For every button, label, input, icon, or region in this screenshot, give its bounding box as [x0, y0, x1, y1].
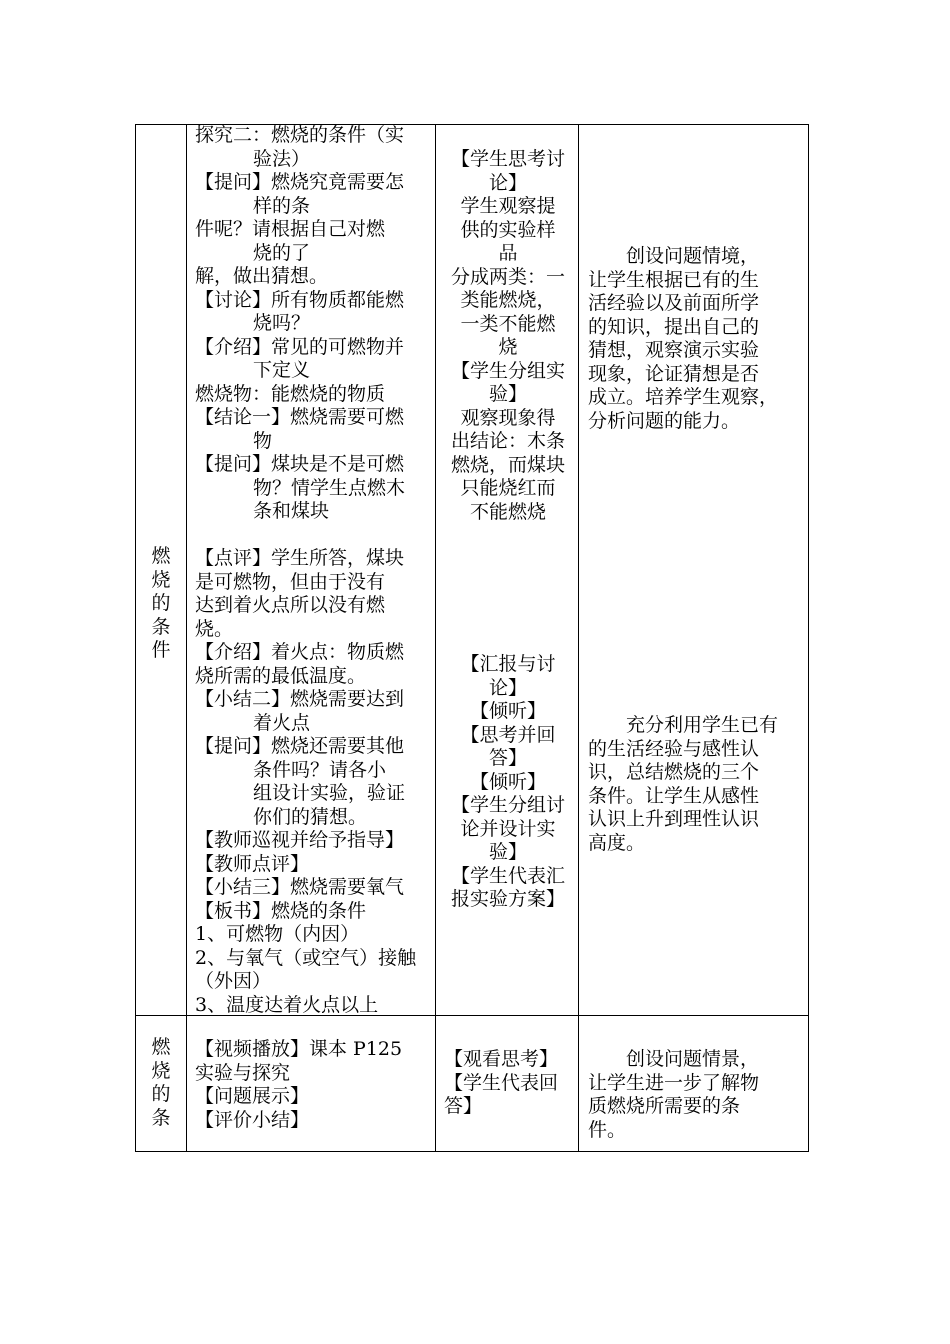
teacher-line: 燃烧物：能燃烧的物质	[195, 382, 386, 405]
teacher-line: 组设计实验，验证	[253, 782, 406, 804]
teacher-line: 着火点	[253, 711, 311, 734]
student-line: 分成两类：一	[450, 265, 565, 288]
row1-teacher-activity	[195, 124, 433, 1017]
intent-line: 充分利用学生已有	[626, 714, 779, 736]
teacher-line: 【提问】燃烧究竟需要怎	[195, 171, 405, 193]
student-line: 验】	[488, 383, 527, 405]
table-border-bottom	[135, 1151, 809, 1152]
student-line: 验】	[488, 841, 527, 863]
student-line: 【学生分组实	[450, 359, 565, 382]
row1-design-intent-a	[588, 245, 804, 433]
intent-line: 让学生进一步了解物	[588, 1071, 760, 1094]
student-line: 答】	[488, 747, 527, 769]
row2-design-intent	[588, 1048, 804, 1142]
topic-char: 燃	[151, 545, 171, 567]
teacher-line: 下定义	[253, 359, 311, 381]
teacher-line: （外因）	[195, 970, 272, 992]
row2-topic	[137, 1036, 185, 1130]
student-line: 只能烧红而	[460, 477, 556, 499]
intent-line: 质燃烧所需要的条	[588, 1095, 741, 1117]
student-line: 论并设计实	[460, 817, 556, 840]
student-line: 【汇报与讨	[460, 653, 556, 675]
student-line: 【倾听】	[469, 770, 546, 793]
intent-line: 分析问题的能力。	[588, 409, 741, 432]
intent-line: 的生活经验与感性认	[588, 737, 760, 760]
student-line: 学生观察提	[460, 195, 556, 217]
topic-char: 的	[151, 592, 171, 614]
student-line: 供的实验样	[460, 218, 556, 241]
row1-student-activity-a	[438, 148, 578, 524]
student-line: 【学生代表汇	[450, 864, 565, 887]
student-line: 【学生分组讨	[450, 794, 565, 816]
student-line: 观察现象得	[460, 406, 556, 429]
intent-line: 创设问题情境，	[626, 245, 760, 267]
teacher-line: 2、与氧气（或空气）接触	[195, 946, 417, 969]
teacher-line: 【点评】学生所答，煤块	[195, 547, 405, 569]
teacher-line: 你们的猜想。	[253, 805, 368, 828]
student-line: 论】	[488, 171, 527, 194]
teacher-line: 【小结三】燃烧需要氧气	[195, 876, 405, 898]
teacher-line: 烧。	[195, 617, 234, 640]
topic-char: 燃	[151, 1036, 171, 1058]
student-line: 【观看思考】	[444, 1048, 559, 1070]
teacher-line: 样的条	[253, 194, 311, 217]
teacher-line: 【讨论】所有物质都能燃	[195, 288, 405, 311]
teacher-line: 【结论一】燃烧需要可燃	[195, 406, 405, 428]
teacher-line: 【问题展示】	[195, 1085, 310, 1107]
teacher-line: 条件吗？请各小	[253, 758, 387, 781]
student-line: 【思考并回	[460, 723, 556, 746]
teacher-line: 【提问】燃烧还需要其他	[195, 735, 405, 757]
teacher-line: 【介绍】常见的可燃物并	[195, 335, 405, 358]
student-line: 一类不能燃	[460, 312, 556, 335]
teacher-line: 【板书】燃烧的条件	[195, 899, 367, 922]
teacher-line: 【小结二】燃烧需要达到	[195, 688, 405, 710]
student-line: 出结论：木条	[450, 430, 565, 452]
teacher-line: 3、温度达着火点以上	[195, 993, 379, 1016]
student-line: 报实验方案】	[450, 888, 565, 910]
student-line: 烧	[498, 336, 518, 358]
topic-char: 烧	[151, 568, 171, 591]
intent-line: 让学生根据已有的生	[588, 268, 760, 291]
teacher-line: 是可燃物，但由于没有	[195, 570, 386, 593]
teacher-line: 1、可燃物（内因）	[195, 923, 360, 945]
col-divider-1	[186, 124, 187, 1152]
teacher-line: 物	[253, 429, 273, 452]
teacher-line: 【评价小结】	[195, 1108, 310, 1131]
table-border-right	[808, 124, 809, 1152]
teacher-line: 物？情学生点燃木	[253, 476, 406, 499]
topic-char: 件	[151, 639, 171, 661]
row2-teacher-activity	[195, 1038, 433, 1132]
teacher-line: 探究二：燃烧的条件（实	[195, 124, 405, 146]
student-line: 答】	[444, 1095, 483, 1117]
teacher-line: 烧吗？	[253, 312, 311, 334]
row1-design-intent-b	[588, 714, 804, 855]
intent-line: 成立。培养学生观察，	[588, 386, 779, 408]
intent-line: 认识上升到理性认识	[588, 808, 760, 830]
teacher-line: 【视频播放】课本 P125	[195, 1038, 403, 1060]
teacher-line: 件呢？请根据自己对燃	[195, 218, 386, 240]
intent-line: 高度。	[588, 831, 646, 854]
teacher-line: 解，做出猜想。	[195, 265, 329, 287]
student-line: 论】	[488, 676, 527, 699]
topic-char: 条	[151, 615, 171, 638]
teacher-line: 烧所需的最低温度。	[195, 664, 367, 687]
intent-line: 识，总结燃烧的三个	[588, 761, 760, 783]
teacher-line: 实验与探究	[195, 1061, 291, 1084]
teacher-line: 【教师点评】	[195, 852, 310, 875]
topic-char: 条	[151, 1106, 171, 1129]
teacher-line: 烧的了	[253, 241, 311, 264]
intent-line: 现象，论证猜想是否	[588, 362, 760, 385]
intent-line: 活经验以及前面所学	[588, 292, 760, 314]
table-border-left	[135, 124, 136, 1152]
intent-line: 创设问题情景，	[626, 1048, 760, 1070]
teacher-line: 达到着火点所以没有燃	[195, 594, 386, 616]
student-line: 类能燃烧，	[460, 289, 556, 311]
intent-line: 条件。让学生从感性	[588, 784, 760, 807]
row1-student-activity-b	[438, 653, 578, 912]
teacher-line: 验法）	[253, 147, 311, 170]
intent-line: 件。	[588, 1118, 627, 1141]
student-line: 燃烧，而煤块	[450, 453, 565, 476]
col-divider-3	[578, 124, 579, 1152]
teacher-line: 【教师巡视并给予指导】	[195, 829, 405, 851]
intent-line: 猜想，观察演示实验	[588, 339, 760, 361]
teacher-line	[195, 524, 433, 548]
row2-student-activity	[444, 1048, 578, 1119]
row1-topic	[137, 545, 185, 663]
student-line: 【倾听】	[469, 700, 546, 722]
teacher-line: 【介绍】着火点：物质燃	[195, 641, 405, 663]
student-line: 【学生思考讨	[450, 148, 565, 170]
topic-char: 烧	[151, 1059, 171, 1082]
teacher-line: 【提问】煤块是不是可燃	[195, 453, 405, 475]
intent-line: 的知识，提出自己的	[588, 315, 760, 338]
student-line: 【学生代表回	[444, 1071, 559, 1094]
col-divider-2	[435, 124, 436, 1152]
student-line: 不能燃烧	[469, 500, 546, 523]
teacher-line: 条和煤块	[253, 500, 330, 522]
topic-char: 的	[151, 1083, 171, 1105]
student-line: 品	[498, 242, 518, 264]
